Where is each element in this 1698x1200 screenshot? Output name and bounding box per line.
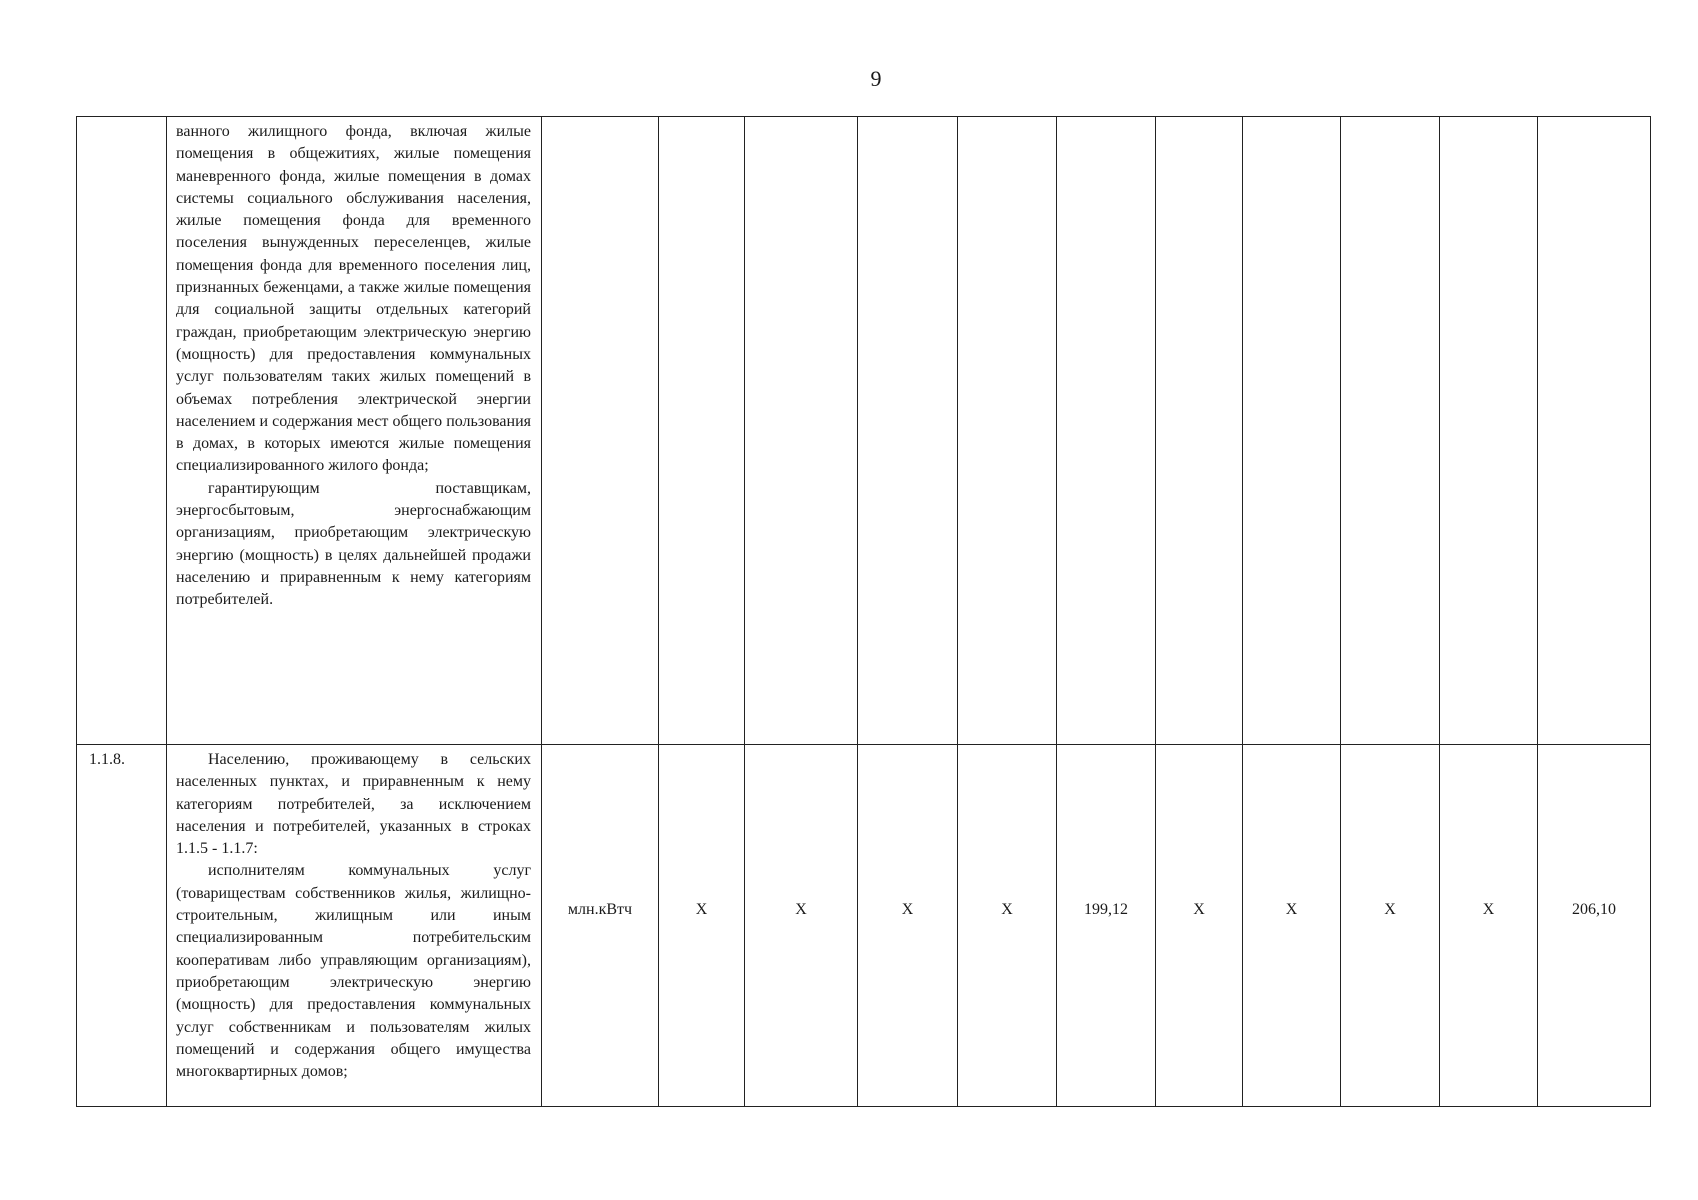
value-cell — [1440, 117, 1538, 745]
tariff-table — [76, 116, 1651, 1107]
description-paragraph: исполнителям коммунальных услуг (товариществам собственников жилья, жилищно-строительным, жилищным или иным специализированным потребительским кооперативам либо управляющим организациям), приобретающим электрическую энергию (мощность) для предоставления коммунальных услуг собственникам и пользователям жилых помещений и содержания общего имущества многоквартирных домов; — [176, 862, 531, 1081]
value-cell — [958, 117, 1057, 745]
value-cell — [1156, 117, 1243, 745]
table-row — [77, 117, 1651, 745]
value-cell: X — [1440, 745, 1538, 1107]
value-cell: X — [659, 745, 745, 1107]
value-cell: X — [858, 745, 958, 1107]
row-description — [167, 745, 542, 1107]
value-cell: X — [1341, 745, 1440, 1107]
description-paragraph: Населению, проживающему в сельских населенных пунктах, и приравненным к нему категориям потребителей, за исключением населения и потребителей, указанных в строках 1.1.5 - 1.1.7: — [176, 751, 531, 858]
row-number — [77, 117, 167, 745]
value-cell — [1341, 117, 1440, 745]
unit-cell — [542, 117, 659, 745]
value-cell: X — [958, 745, 1057, 1107]
value-cell: 199,12 — [1057, 745, 1156, 1107]
value-cell — [1057, 117, 1156, 745]
page-number: 9 — [870, 66, 882, 91]
row-number: 1.1.8. — [77, 745, 167, 1107]
value-cell — [1243, 117, 1341, 745]
description-paragraph: гарантирующим поставщикам, энергосбытовым, энергоснабжающим организациям, приобретающим электрическую энергию (мощность) в целях дальнейшей продажи населению и приравненным к нему категориям потребителей. — [176, 479, 531, 609]
description-paragraph: ванного жилищного фонда, включая жилые помещения в общежитиях, жилые помещения маневренного фонда, жилые помещения в домах системы социального обслуживания населения, жилые помещения фонда для временного поселения вынужденных переселенцев, жилые помещения фонда для временного поселения лиц, признанных беженцами, а также жилые помещения для социальной защиты отдельных категорий граждан, приобретающим электрическую энергию (мощность) для предоставления коммунальных услуг пользователям таких жилых помещений в объемах потребления электрической энергии населением и содержания мест общего пользования в домах, в которых имеются жилые помещения специализированного жилого фонда; — [176, 123, 531, 475]
value-cell: X — [1156, 745, 1243, 1107]
value-cell — [1538, 117, 1651, 745]
value-cell: X — [1243, 745, 1341, 1107]
value-cell — [858, 117, 958, 745]
unit-cell: млн.кВтч — [542, 745, 659, 1107]
value-cell: X — [745, 745, 858, 1107]
row-description — [167, 117, 542, 745]
table-row — [77, 745, 1651, 1107]
value-cell — [745, 117, 858, 745]
value-cell — [659, 117, 745, 745]
value-cell: 206,10 — [1538, 745, 1651, 1107]
